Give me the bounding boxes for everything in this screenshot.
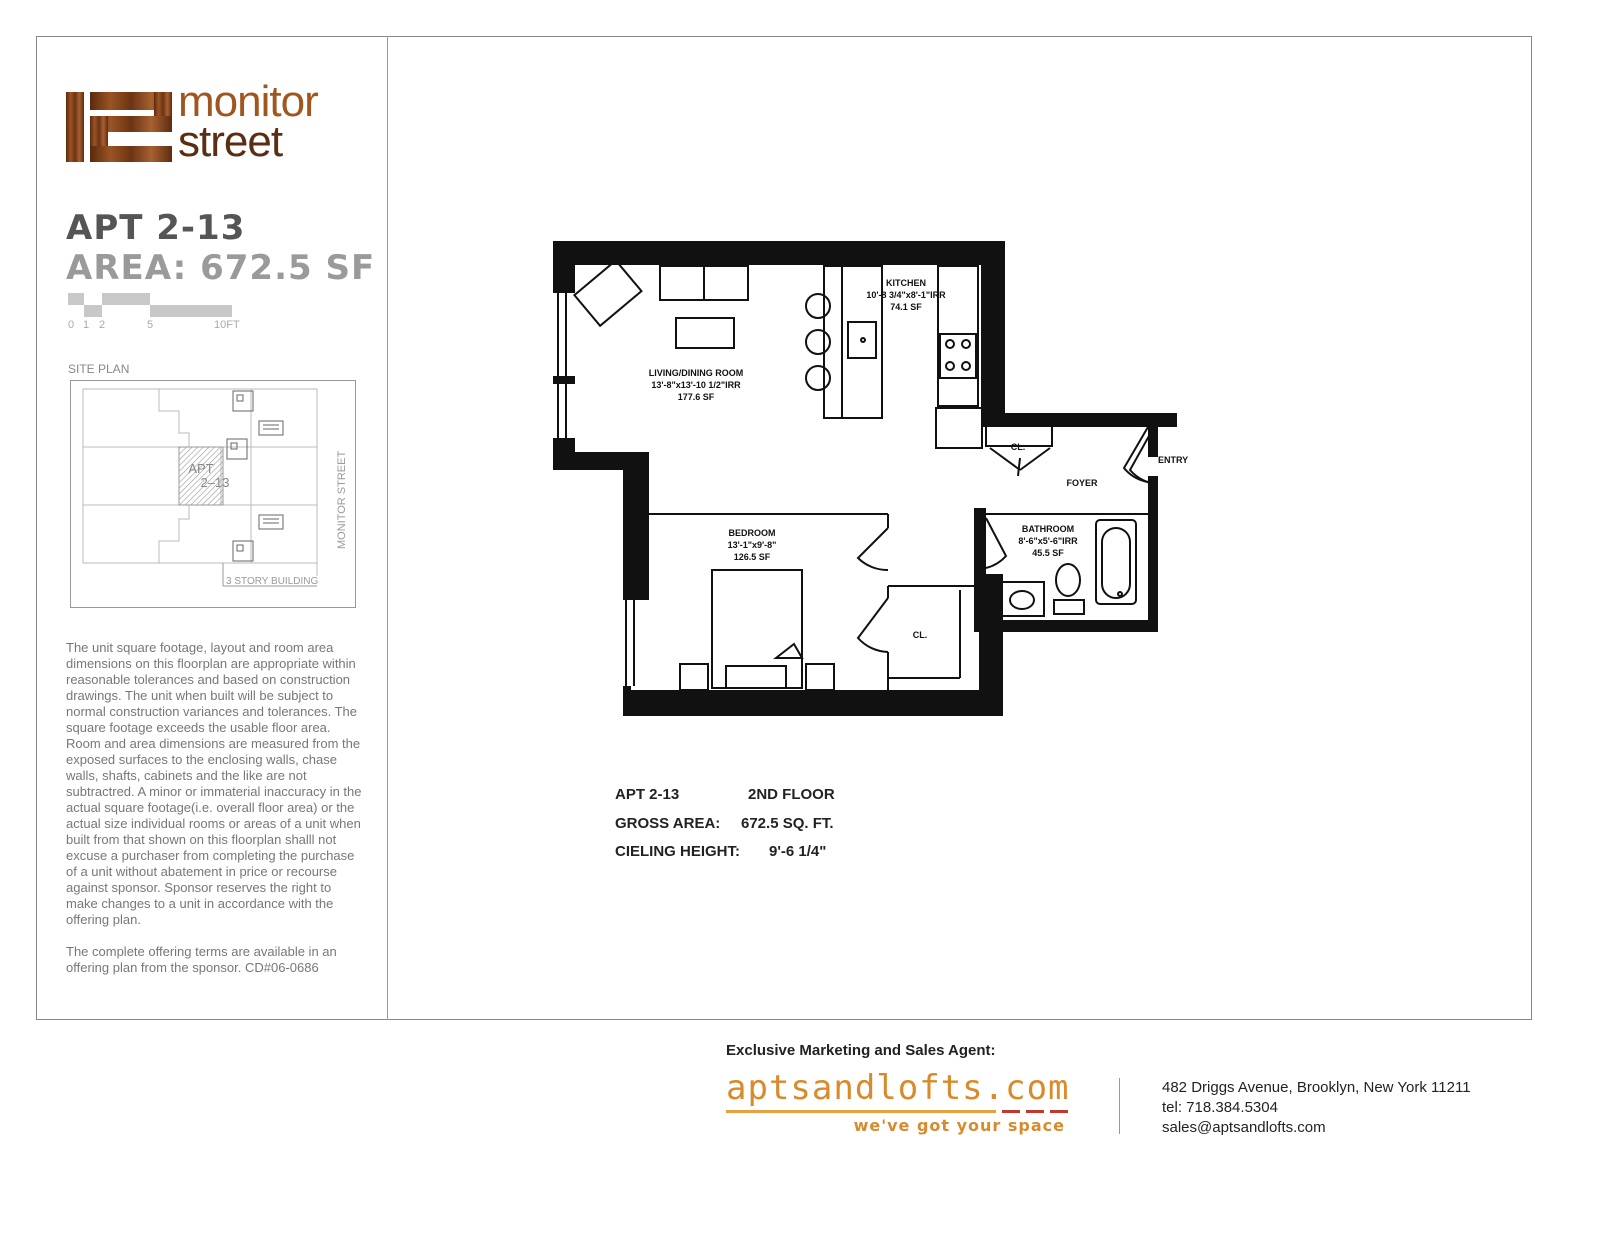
agent-address: 482 Driggs Avenue, Brooklyn, New York 11211: [1162, 1079, 1471, 1096]
kitchen-dims: 10'-8 3/4"x8'-1"IRR: [866, 290, 946, 300]
site-apt-label-line2: 2–13: [200, 475, 230, 490]
agent-email[interactable]: sales@aptsandlofts.com: [1162, 1119, 1326, 1136]
closet-label: CL.: [1010, 442, 1026, 452]
apartment-title: APT 2-13: [66, 208, 246, 248]
brand-tagline: we've got your space: [853, 1116, 1065, 1135]
agent-contact: [1162, 1078, 1471, 1138]
site-plan-drawing: [71, 381, 354, 606]
agent-phone[interactable]: tel: 718.384.5304: [1162, 1099, 1278, 1116]
sidebar-divider: [387, 36, 388, 1020]
site-plan-label: SITE PLAN: [68, 362, 130, 376]
bathroom-area: 45.5 SF: [1032, 548, 1064, 558]
site-building-label: 3 STORY BUILDING: [226, 576, 319, 587]
aptsandlofts-logo: [726, 1068, 1071, 1138]
living-room-label: LIVING/DINING ROOM: [648, 368, 744, 378]
bedroom-area: 126.5 SF: [733, 552, 771, 562]
floor-plan: [550, 238, 1189, 720]
disclaimer-text: [66, 640, 366, 992]
living-room-area: 177.6 SF: [677, 392, 715, 402]
spec-apt: APT 2-13: [615, 786, 680, 803]
monitor-street-logo: [66, 77, 366, 168]
bathroom-dims: 8'-6"x5'-6"IRR: [1018, 536, 1078, 546]
kitchen-label: KITCHEN: [886, 278, 926, 288]
spec-gross-label: GROSS AREA:: [615, 815, 721, 832]
scale-label: 0: [68, 319, 75, 331]
bedroom-label: BEDROOM: [728, 528, 776, 538]
footer-divider: [1119, 1078, 1120, 1134]
site-apt-label-line1: APT: [188, 461, 214, 476]
entry-label: ENTRY: [1158, 455, 1189, 465]
logo-word-monitor: monitor: [178, 77, 318, 126]
site-street-label: MONITOR STREET: [336, 450, 348, 549]
scale-bar: [68, 293, 238, 337]
bathroom-label: BATHROOM: [1021, 524, 1075, 534]
brand-name: aptsandlofts.com: [726, 1068, 1070, 1108]
floor-plan-drawing: [550, 238, 1189, 720]
disclaimer-paragraph: The complete offering terms are available in an offering plan from the sponsor. CD#06-0686: [66, 944, 337, 975]
area-title: AREA: 672.5 SF: [66, 248, 376, 288]
spec-gross-value: 672.5 SQ. FT.: [741, 815, 834, 832]
logo-word-street: street: [178, 117, 283, 166]
disclaimer-paragraph: The unit square footage, layout and room area dimensions on this floorplan are appropriate within reasonable tolerances and based on construction drawings. The unit when built will be subject to normal construction variances and tolerances. The square footage exceeds the usable floor area. Room and area dimensions are measured from the exposed surfaces to the enclosing walls, chase walls, shafts, cabinets and the like are not subtractred. A minor or immaterial inaccuracy in the actual square footage(i.e. overall floor area) or the actual size individual rooms or areas of a unit when built from that shown on this floorplan shalll not excuse a purchaser from completing the purchase of a unit without abatement in price or recourse against sponsor. Sponsor reserves the right to make changes to a unit in accordance with the offering plan.: [66, 640, 362, 927]
spec-floor: 2ND FLOOR: [748, 786, 835, 803]
scale-bar-graphic: [68, 293, 238, 319]
scale-label: 1: [83, 319, 90, 331]
closet-label: CL.: [912, 630, 928, 640]
spec-ceiling-label: CIELING HEIGHT:: [615, 843, 741, 860]
kitchen-area: 74.1 SF: [890, 302, 922, 312]
scale-label: 10FT: [214, 319, 240, 331]
logo-12-mark: [66, 84, 174, 162]
bedroom-dims: 13'-1"x9'-8": [727, 540, 777, 550]
scale-label: 5: [147, 319, 154, 331]
foyer-label: FOYER: [1066, 478, 1098, 488]
site-plan-map: [70, 380, 356, 608]
spec-ceiling-value: 9'-6 1/4": [769, 843, 827, 860]
living-room-dims: 13'-8"x13'-10 1/2"IRR: [651, 380, 741, 390]
agent-label: Exclusive Marketing and Sales Agent:: [726, 1042, 996, 1059]
scale-label: 2: [99, 319, 106, 331]
